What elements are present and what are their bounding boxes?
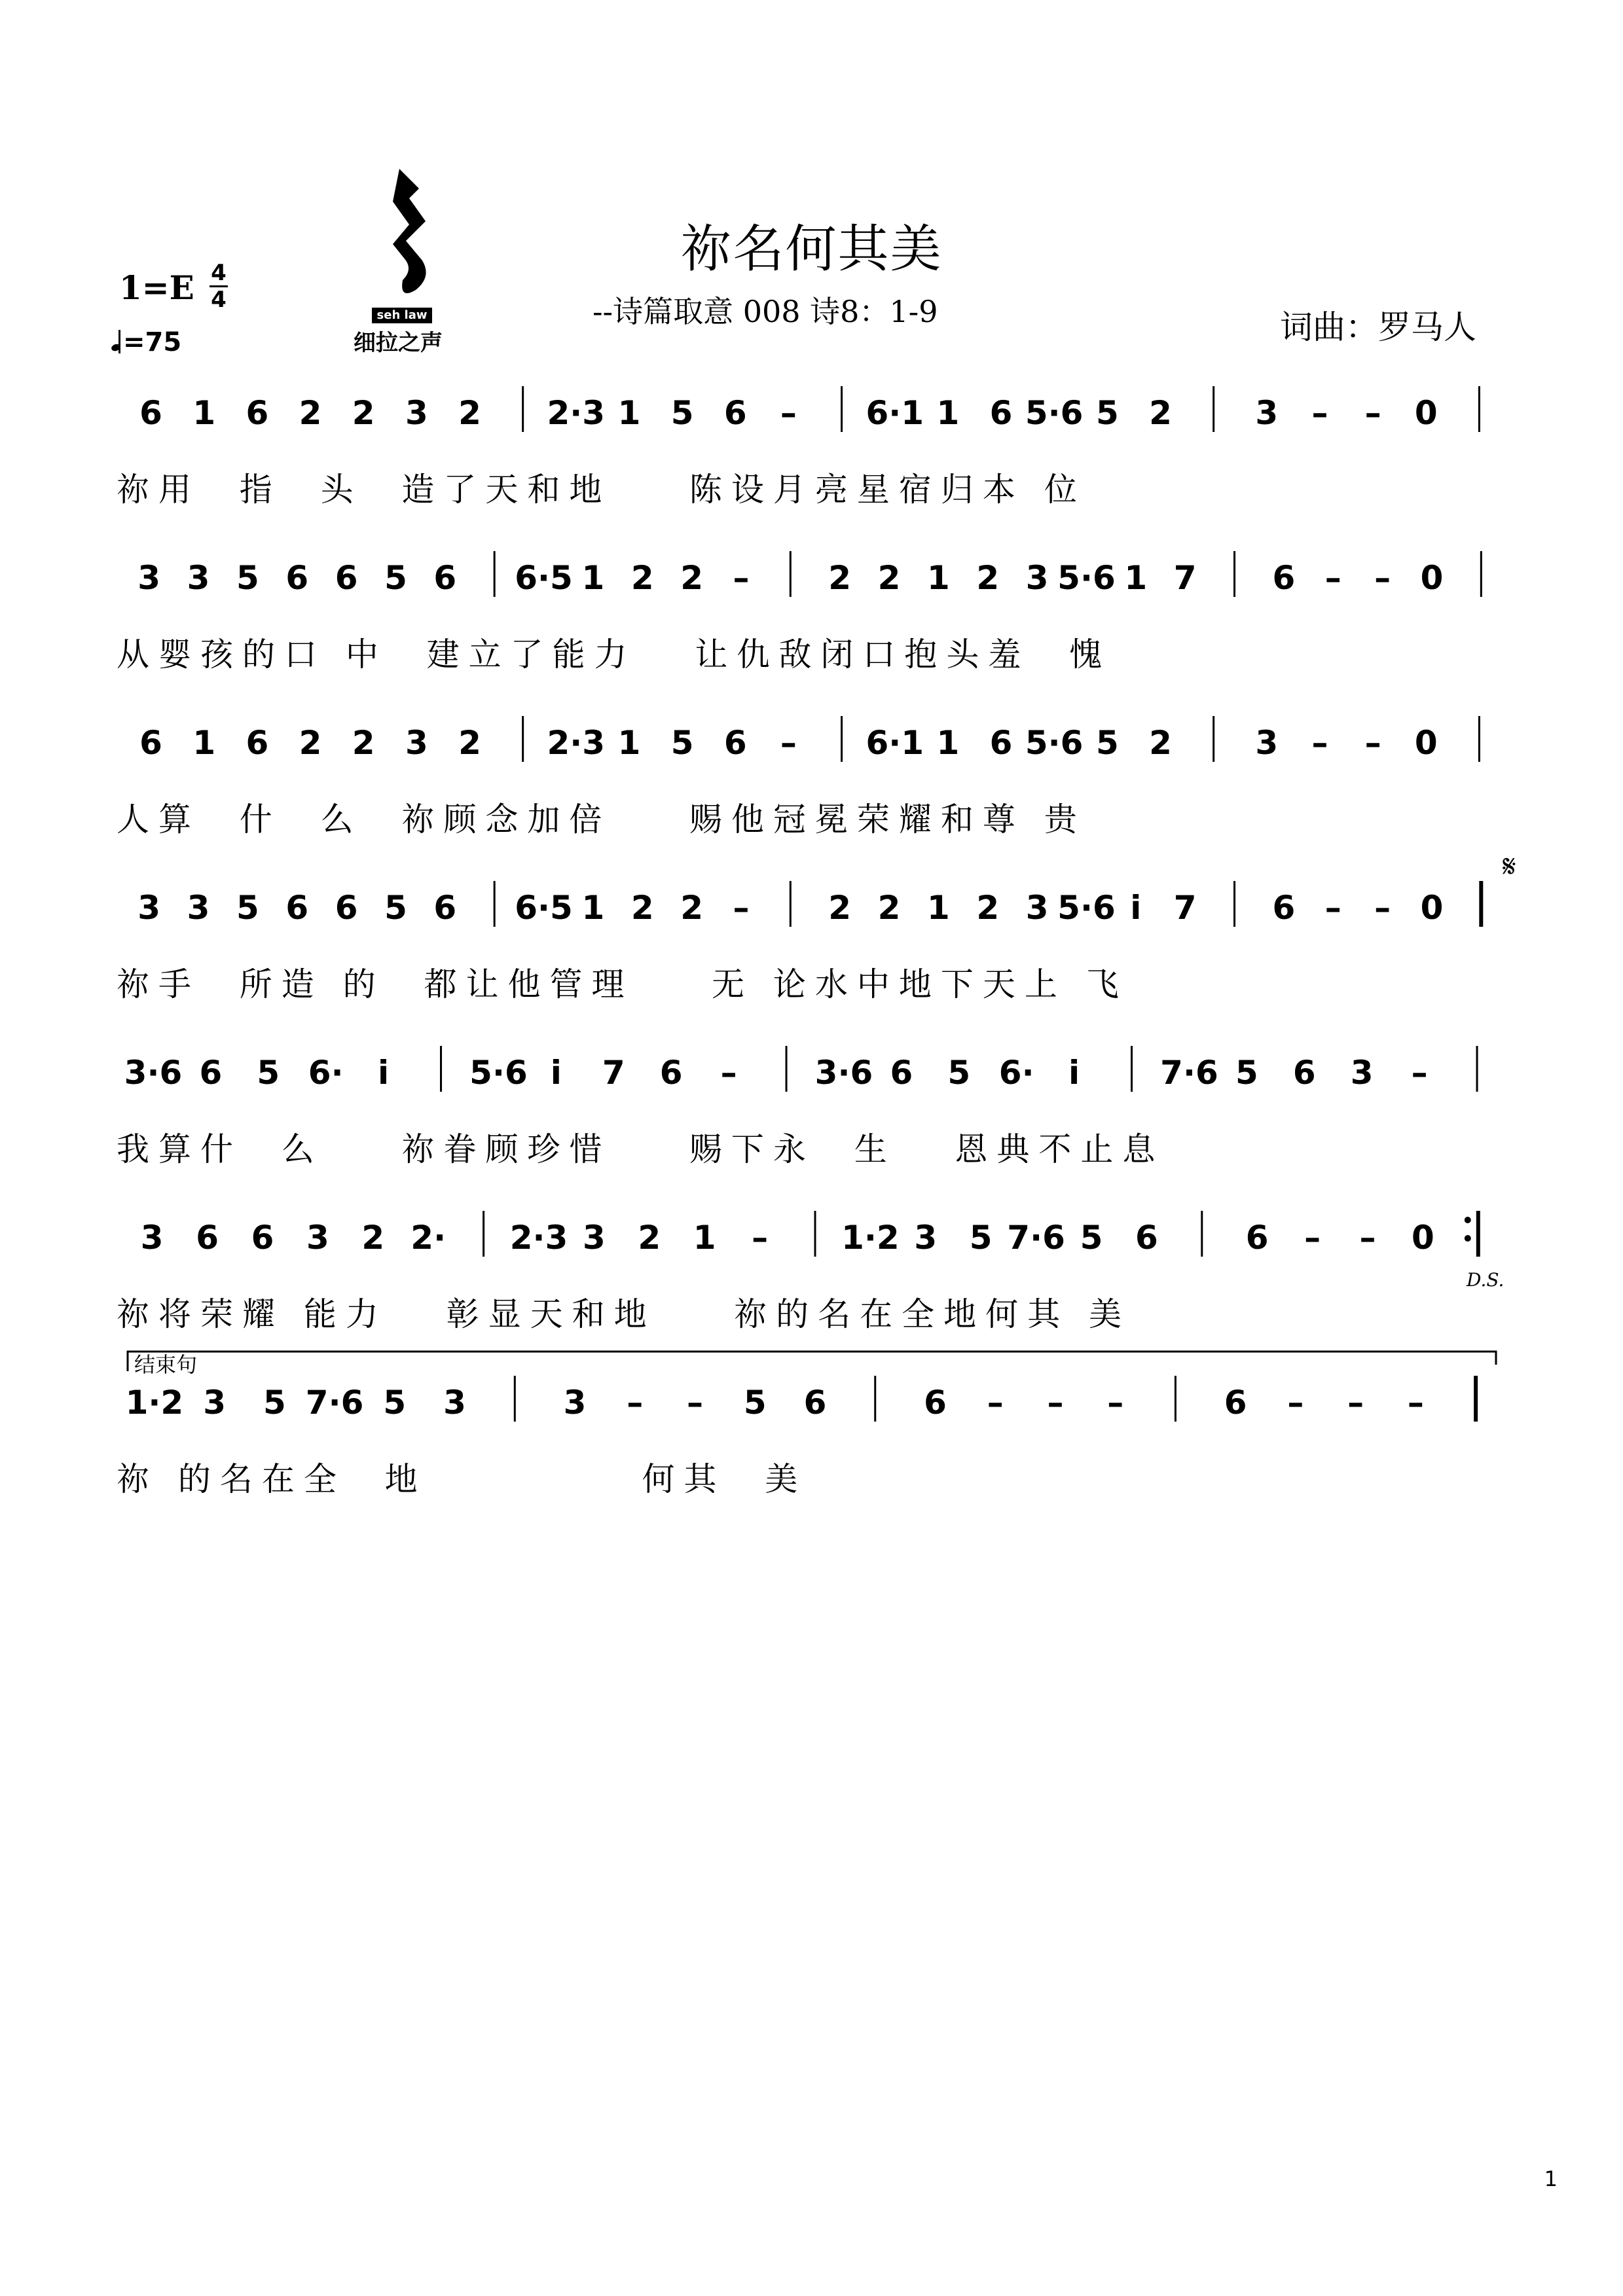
note: 6 — [890, 1054, 913, 1092]
note: – — [1324, 889, 1341, 927]
note: 5 — [1235, 1054, 1258, 1092]
note: 3·6 — [124, 1054, 183, 1092]
note: 1 — [936, 724, 960, 762]
note: 3 — [187, 889, 210, 927]
note: 1 — [1124, 559, 1148, 597]
logo-text: 细拉之声 — [354, 330, 443, 356]
note: 2 — [976, 889, 1000, 927]
note: 5·6 — [469, 1054, 528, 1092]
note: 5 — [383, 1384, 407, 1422]
note: 3 — [443, 1384, 466, 1422]
note: 5·6 — [1025, 394, 1084, 432]
note: 7 — [602, 1054, 625, 1092]
note: 6 — [1272, 889, 1296, 927]
note: 5 — [384, 889, 407, 927]
note: – — [733, 559, 750, 597]
note: 6 — [989, 394, 1013, 432]
note: 6 — [335, 889, 358, 927]
tempo-value: =75 — [123, 327, 182, 357]
note: 5 — [670, 724, 694, 762]
note: 3 — [405, 394, 428, 432]
note: 2 — [361, 1219, 385, 1257]
note: – — [720, 1054, 737, 1092]
time-signature-top: 4 — [211, 260, 227, 286]
note: 6· — [998, 1054, 1034, 1092]
note: 6 — [246, 724, 269, 762]
note: – — [1324, 559, 1341, 597]
note: 3 — [1025, 889, 1049, 927]
ending-label: 结束句 — [134, 1352, 198, 1377]
note: 1 — [617, 724, 641, 762]
notation-line — [137, 551, 1481, 597]
note: 5 — [947, 1054, 971, 1092]
note: 6 — [989, 724, 1013, 762]
notation-line — [126, 1376, 1476, 1422]
note: 6 — [196, 1219, 219, 1257]
note: 2 — [1149, 724, 1172, 762]
note: 5 — [257, 1054, 280, 1092]
note: 2 — [630, 889, 654, 927]
note: 0 — [1420, 559, 1444, 597]
note: 3 — [1255, 724, 1279, 762]
note: 3 — [187, 559, 210, 597]
note: 6·5 — [515, 889, 573, 927]
note: 3 — [1255, 394, 1279, 432]
note: 2 — [877, 889, 901, 927]
note: 5 — [1080, 1219, 1103, 1257]
note: 6 — [1224, 1384, 1247, 1422]
note: 2 — [352, 394, 375, 432]
note: 5 — [1095, 724, 1119, 762]
note: 3 — [1350, 1054, 1374, 1092]
note: 2 — [976, 559, 1000, 597]
note: 6·1 — [866, 724, 924, 762]
composer-credit: 词曲：罗马人 — [1280, 308, 1476, 346]
note: 7 — [1173, 559, 1197, 597]
note: – — [1311, 394, 1328, 432]
note: 2 — [299, 724, 322, 762]
repeat-dot — [1465, 1217, 1471, 1223]
notation-line — [141, 1211, 1478, 1257]
note: 6 — [433, 559, 457, 597]
note: 6 — [251, 1219, 274, 1257]
lyrics-line-4: 祢手 所造 的 都让他管理 无 论水中地下天上 飞 — [117, 965, 1128, 1003]
note: 7·6 — [305, 1384, 364, 1422]
note: – — [1364, 724, 1381, 762]
note: 6·1 — [866, 394, 924, 432]
note: 7·6 — [1007, 1219, 1065, 1257]
lyrics-line-2: 从婴孩的口 中 建立了能力 让仇敌闭口抱头羞 愧 — [117, 636, 1112, 673]
note: 6 — [335, 559, 358, 597]
key-signature: 1=E — [119, 268, 194, 307]
note: – — [1407, 1384, 1424, 1422]
note: 6 — [139, 394, 162, 432]
note: – — [987, 1384, 1004, 1422]
notation-line — [139, 386, 1479, 432]
note: 0 — [1420, 889, 1444, 927]
note: 1 — [192, 724, 216, 762]
note: – — [1374, 889, 1391, 927]
note: 2 — [680, 559, 704, 597]
note: i — [550, 1054, 562, 1092]
note: 6 — [803, 1384, 827, 1422]
note: 6 — [139, 724, 162, 762]
logo-band: seh law — [372, 308, 432, 323]
note: 3 — [137, 559, 161, 597]
page-number: 1 — [1544, 2166, 1558, 2191]
lyrics-line-5: 我算什 么 祢眷顾珍惜 赐下永 生 恩典不止息 — [117, 1130, 1165, 1168]
note: 1 — [693, 1219, 716, 1257]
note: 2· — [410, 1219, 447, 1257]
note: i — [1068, 1054, 1080, 1092]
note: 6·5 — [515, 559, 573, 597]
note: – — [1364, 394, 1381, 432]
note: 3 — [583, 1219, 606, 1257]
note: 3 — [1025, 559, 1049, 597]
note: 6 — [285, 559, 309, 597]
notation-line — [124, 1046, 1477, 1092]
time-signature-bottom: 4 — [211, 287, 227, 313]
note: 1 — [926, 559, 950, 597]
lyrics-line-3: 人算 什 么 祢顾念加倍 赐他冠冕荣耀和尊 贵 — [117, 800, 1086, 838]
note: – — [780, 724, 797, 762]
notation-line — [137, 881, 1481, 927]
notation-line — [139, 716, 1479, 762]
note: 6· — [308, 1054, 344, 1092]
note: i — [378, 1054, 390, 1092]
note: 2 — [1149, 394, 1172, 432]
lyrics-line-7: 祢 的名在全 地 何其 美 — [117, 1460, 807, 1498]
note: – — [1347, 1384, 1364, 1422]
repeat-dot — [1465, 1235, 1471, 1242]
note: 5 — [670, 394, 694, 432]
note: 6 — [723, 394, 747, 432]
note: 3 — [914, 1219, 938, 1257]
lyrics-line-1: 祢用 指 头 造了天和地 陈设月亮星宿归本 位 — [117, 471, 1086, 509]
note: – — [1311, 724, 1328, 762]
note: 2 — [352, 724, 375, 762]
note: – — [780, 394, 797, 432]
note: 6 — [924, 1384, 947, 1422]
song-subtitle: --诗篇取意 008 诗8：1-9 — [593, 294, 938, 329]
note: 1 — [617, 394, 641, 432]
note: 2 — [828, 889, 852, 927]
note: 2 — [638, 1219, 661, 1257]
note: 7·6 — [1160, 1054, 1218, 1092]
note: – — [1359, 1219, 1376, 1257]
note: 6 — [1135, 1219, 1158, 1257]
note: – — [1287, 1384, 1304, 1422]
note: – — [1047, 1384, 1064, 1422]
note: 1·2 — [125, 1384, 184, 1422]
note: 2 — [877, 559, 901, 597]
note: 5 — [384, 559, 407, 597]
note: i — [1130, 889, 1142, 927]
note: 6 — [285, 889, 309, 927]
note: – — [627, 1384, 644, 1422]
lyrics-line-6: 祢将荣耀 能力 彰显天和地 祢的名在全地何其 美 — [117, 1295, 1131, 1333]
ds-mark: D.S. — [1467, 1269, 1504, 1291]
note: 3 — [203, 1384, 227, 1422]
note: 5 — [263, 1384, 286, 1422]
note: 1 — [581, 559, 605, 597]
note: 6 — [199, 1054, 223, 1092]
note: 1 — [936, 394, 960, 432]
note: 2·3 — [547, 394, 606, 432]
ending-bracket — [128, 1352, 1496, 1371]
note: 1 — [192, 394, 216, 432]
note: 0 — [1412, 1219, 1434, 1257]
note: 2·3 — [509, 1219, 568, 1257]
note: 2 — [458, 394, 481, 432]
note: 5 — [743, 1384, 767, 1422]
note: – — [1374, 559, 1391, 597]
note: 5 — [969, 1219, 993, 1257]
note: 6 — [1245, 1219, 1269, 1257]
note: 3·6 — [814, 1054, 873, 1092]
note: 1 — [581, 889, 605, 927]
note: 5 — [236, 559, 259, 597]
note: 6 — [246, 394, 269, 432]
note: – — [1411, 1054, 1428, 1092]
note: 6 — [1272, 559, 1296, 597]
note: 3 — [306, 1219, 329, 1257]
note: 3 — [140, 1219, 164, 1257]
note: 3 — [405, 724, 428, 762]
note: 6 — [723, 724, 747, 762]
note: 3 — [563, 1384, 587, 1422]
note: 5·6 — [1057, 889, 1116, 927]
note: 1·2 — [841, 1219, 900, 1257]
note: 2 — [299, 394, 322, 432]
note: – — [752, 1219, 769, 1257]
note: – — [1304, 1219, 1321, 1257]
note: 2·3 — [547, 724, 606, 762]
note: 1 — [926, 889, 950, 927]
segno-icon: 𝄋 — [1503, 848, 1516, 885]
note: 5·6 — [1025, 724, 1084, 762]
note: – — [733, 889, 750, 927]
note: 6 — [1292, 1054, 1316, 1092]
note: 3 — [137, 889, 161, 927]
note: 5·6 — [1057, 559, 1116, 597]
note: 2 — [828, 559, 852, 597]
note: 6 — [433, 889, 457, 927]
note: – — [1107, 1384, 1124, 1422]
note: 5 — [236, 889, 259, 927]
note: 2 — [630, 559, 654, 597]
note: 7 — [1173, 889, 1197, 927]
note: 6 — [659, 1054, 683, 1092]
note: 0 — [1414, 724, 1438, 762]
note: 2 — [680, 889, 704, 927]
note: 5 — [1095, 394, 1119, 432]
song-title: 祢名何其美 — [680, 220, 943, 279]
note: 2 — [458, 724, 481, 762]
note: – — [687, 1384, 704, 1422]
note: 0 — [1414, 394, 1438, 432]
